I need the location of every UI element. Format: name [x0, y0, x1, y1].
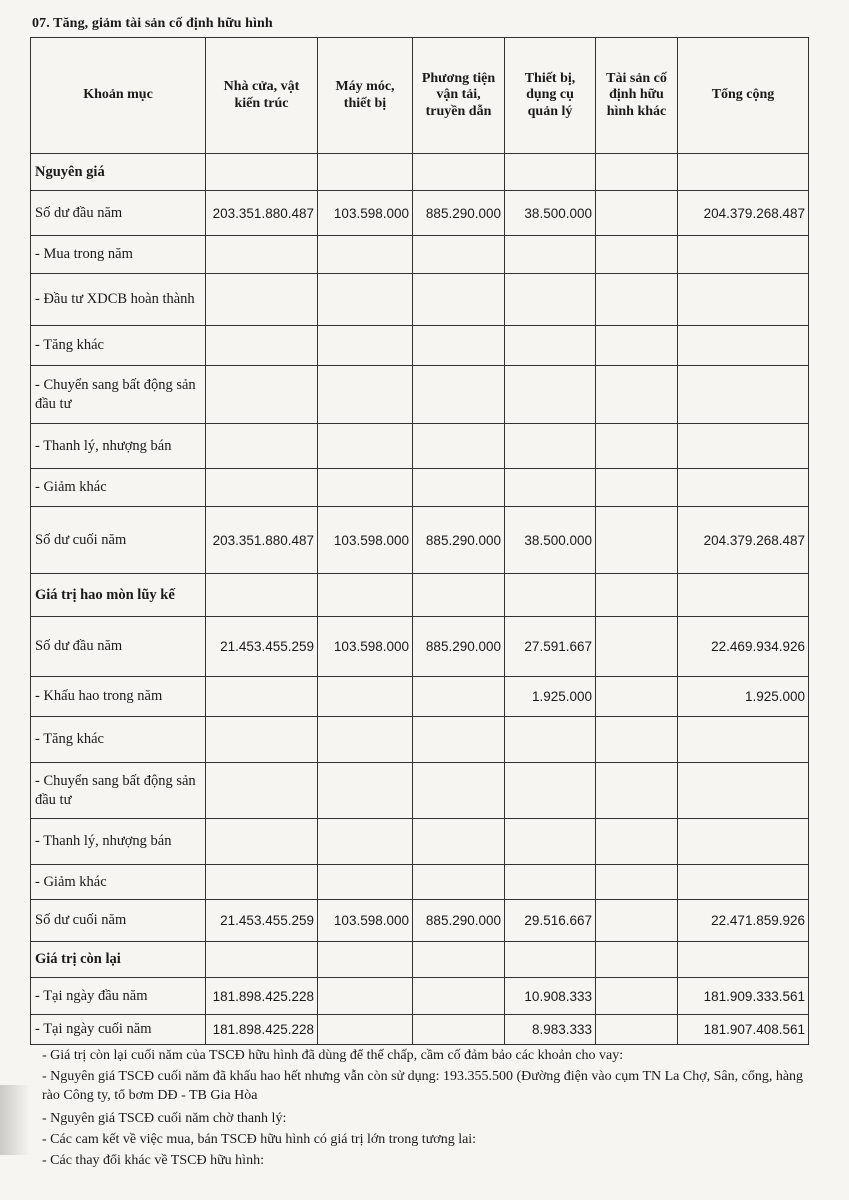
cell-machinery — [318, 424, 413, 469]
cell-other-assets — [596, 236, 678, 274]
cell-equipment — [505, 366, 596, 424]
cell-machinery — [318, 326, 413, 366]
cell-equipment — [505, 236, 596, 274]
cell-total — [678, 763, 809, 819]
table-row — [31, 865, 809, 900]
cell-total — [678, 424, 809, 469]
cell-buildings: 181.898.425.228 — [206, 1015, 318, 1045]
table-row — [31, 191, 809, 236]
cell-machinery — [318, 819, 413, 865]
cell-equipment — [505, 865, 596, 900]
cell-machinery — [318, 274, 413, 326]
row-label: - Tại ngày cuối năm — [31, 1015, 206, 1045]
notes-section — [42, 1045, 812, 1171]
table-row — [31, 763, 809, 819]
cell-equipment: 38.500.000 — [505, 191, 596, 236]
row-label: Số dư cuối năm — [31, 507, 206, 574]
cell-other-assets — [596, 865, 678, 900]
cell-vehicles — [413, 326, 505, 366]
cell-buildings: 203.351.880.487 — [206, 191, 318, 236]
cell-vehicles: 885.290.000 — [413, 900, 505, 942]
row-label: - Chuyển sang bất động sản đầu tư — [31, 366, 206, 424]
table-row — [31, 326, 809, 366]
table-row — [31, 424, 809, 469]
cell-vehicles — [413, 978, 505, 1015]
cell-equipment — [505, 274, 596, 326]
cell-other-assets — [596, 326, 678, 366]
cell-buildings — [206, 424, 318, 469]
cell-buildings — [206, 326, 318, 366]
cell-vehicles — [413, 236, 505, 274]
row-label: Giá trị còn lại — [31, 942, 206, 978]
cell-total: 181.907.408.561 — [678, 1015, 809, 1045]
table-row — [31, 677, 809, 717]
cell-machinery — [318, 677, 413, 717]
cell-equipment: 8.983.333 — [505, 1015, 596, 1045]
row-label: - Thanh lý, nhượng bán — [31, 424, 206, 469]
row-label: - Đầu tư XDCB hoàn thành — [31, 274, 206, 326]
note-fully-depreciated: - Nguyên giá TSCĐ cuối năm đã khấu hao hết nhưng vẫn còn sử dụng: 193.355.500 (Đường điện vào cụm TN La Chợ, Sân, cổng, hàng rào Công ty, tổ bơm DĐ - TB Gia Hòa — [42, 1069, 804, 1103]
cell-vehicles: 885.290.000 — [413, 507, 505, 574]
fixed-assets-table — [30, 37, 809, 1045]
row-label: - Khấu hao trong năm — [31, 677, 206, 717]
table-row — [31, 717, 809, 763]
cell-equipment: 27.591.667 — [505, 617, 596, 677]
cell-equipment: 10.908.333 — [505, 978, 596, 1015]
cell-machinery — [318, 154, 413, 191]
table-row — [31, 469, 809, 507]
cell-machinery — [318, 366, 413, 424]
cell-total: 22.471.859.926 — [678, 900, 809, 942]
cell-total — [678, 274, 809, 326]
cell-vehicles — [413, 763, 505, 819]
header-vehicles: Phương tiện vận tải, truyền dẫn — [413, 38, 505, 154]
cell-other-assets — [596, 717, 678, 763]
table-row — [31, 942, 809, 978]
cell-buildings: 21.453.455.259 — [206, 617, 318, 677]
cell-buildings — [206, 236, 318, 274]
row-label: - Giảm khác — [31, 469, 206, 507]
cell-other-assets — [596, 900, 678, 942]
cell-buildings: 21.453.455.259 — [206, 900, 318, 942]
table-row — [31, 1015, 809, 1045]
cell-other-assets — [596, 574, 678, 617]
row-label: Số dư cuối năm — [31, 900, 206, 942]
cell-vehicles — [413, 469, 505, 507]
cell-total: 22.469.934.926 — [678, 617, 809, 677]
table-row — [31, 574, 809, 617]
cell-buildings — [206, 366, 318, 424]
cell-total — [678, 366, 809, 424]
row-label: Số dư đầu năm — [31, 617, 206, 677]
cell-vehicles — [413, 574, 505, 617]
cell-machinery — [318, 942, 413, 978]
cell-machinery — [318, 1015, 413, 1045]
table-row — [31, 978, 809, 1015]
table-row — [31, 274, 809, 326]
table-row — [31, 507, 809, 574]
cell-other-assets — [596, 154, 678, 191]
header-total: Tổng cộng — [678, 38, 809, 154]
cell-machinery: 103.598.000 — [318, 191, 413, 236]
cell-total — [678, 865, 809, 900]
table-row — [31, 900, 809, 942]
header-machinery: Máy móc, thiết bị — [318, 38, 413, 154]
row-label: Giá trị hao mòn lũy kế — [31, 574, 206, 617]
cell-machinery — [318, 469, 413, 507]
cell-equipment — [505, 717, 596, 763]
cell-equipment — [505, 574, 596, 617]
cell-other-assets — [596, 424, 678, 469]
header-item: Khoản mục — [31, 38, 206, 154]
row-label: - Thanh lý, nhượng bán — [31, 819, 206, 865]
cell-equipment — [505, 424, 596, 469]
cell-equipment — [505, 154, 596, 191]
cell-buildings — [206, 865, 318, 900]
cell-total — [678, 942, 809, 978]
cell-other-assets — [596, 469, 678, 507]
scan-shadow — [0, 1085, 30, 1155]
cell-buildings: 203.351.880.487 — [206, 507, 318, 574]
cell-vehicles — [413, 424, 505, 469]
row-label: - Tăng khác — [31, 717, 206, 763]
cell-buildings: 181.898.425.228 — [206, 978, 318, 1015]
cell-vehicles — [413, 865, 505, 900]
cell-equipment — [505, 819, 596, 865]
cell-machinery: 103.598.000 — [318, 617, 413, 677]
cell-vehicles — [413, 819, 505, 865]
cell-buildings — [206, 154, 318, 191]
cell-buildings — [206, 677, 318, 717]
row-label: Nguyên giá — [31, 154, 206, 191]
cell-total: 204.379.268.487 — [678, 191, 809, 236]
cell-total — [678, 236, 809, 274]
cell-machinery: 103.598.000 — [318, 900, 413, 942]
cell-machinery — [318, 574, 413, 617]
note-commitments: - Các cam kết về việc mua, bán TSCĐ hữu hình có giá trị lớn trong tương lai: — [42, 1132, 477, 1147]
cell-total — [678, 819, 809, 865]
cell-other-assets — [596, 366, 678, 424]
row-label: - Tại ngày đầu năm — [31, 978, 206, 1015]
cell-total — [678, 326, 809, 366]
row-label: - Chuyển sang bất động sản đầu tư — [31, 763, 206, 819]
cell-total — [678, 717, 809, 763]
cell-other-assets — [596, 677, 678, 717]
note-awaiting-disposal: - Nguyên giá TSCĐ cuối năm chờ thanh lý: — [42, 1111, 287, 1126]
cell-total — [678, 469, 809, 507]
cell-equipment — [505, 469, 596, 507]
table-header-row — [31, 38, 809, 154]
cell-vehicles — [413, 717, 505, 763]
section-title: 07. Tăng, giảm tài sản cố định hữu hình — [32, 16, 273, 31]
cell-equipment — [505, 942, 596, 978]
cell-buildings — [206, 942, 318, 978]
cell-machinery — [318, 763, 413, 819]
cell-other-assets — [596, 763, 678, 819]
cell-machinery — [318, 236, 413, 274]
header-buildings: Nhà cửa, vật kiến trúc — [206, 38, 318, 154]
table-row — [31, 366, 809, 424]
cell-vehicles — [413, 677, 505, 717]
table-row — [31, 617, 809, 677]
note-other-changes: - Các thay đổi khác về TSCĐ hữu hình: — [42, 1153, 264, 1168]
cell-buildings — [206, 819, 318, 865]
cell-buildings — [206, 574, 318, 617]
table-row — [31, 236, 809, 274]
cell-buildings — [206, 763, 318, 819]
cell-other-assets — [596, 191, 678, 236]
cell-total — [678, 574, 809, 617]
cell-total: 181.909.333.561 — [678, 978, 809, 1015]
cell-equipment: 29.516.667 — [505, 900, 596, 942]
cell-vehicles: 885.290.000 — [413, 191, 505, 236]
cell-other-assets — [596, 274, 678, 326]
cell-vehicles: 885.290.000 — [413, 617, 505, 677]
cell-equipment — [505, 763, 596, 819]
table-row — [31, 819, 809, 865]
cell-total — [678, 154, 809, 191]
cell-other-assets — [596, 617, 678, 677]
row-label: - Giảm khác — [31, 865, 206, 900]
cell-buildings — [206, 717, 318, 763]
cell-vehicles — [413, 366, 505, 424]
cell-equipment — [505, 326, 596, 366]
cell-machinery — [318, 865, 413, 900]
cell-other-assets — [596, 942, 678, 978]
cell-machinery — [318, 717, 413, 763]
cell-buildings — [206, 274, 318, 326]
note-pledged-value: - Giá trị còn lại cuối năm của TSCĐ hữu hình đã dùng để thế chấp, cầm cố đảm bảo các khoản cho vay: — [42, 1048, 624, 1063]
cell-total: 204.379.268.487 — [678, 507, 809, 574]
cell-vehicles — [413, 942, 505, 978]
cell-machinery: 103.598.000 — [318, 507, 413, 574]
cell-vehicles — [413, 1015, 505, 1045]
cell-other-assets — [596, 1015, 678, 1045]
cell-other-assets — [596, 978, 678, 1015]
header-equipment: Thiết bị, dụng cụ quản lý — [505, 38, 596, 154]
cell-buildings — [206, 469, 318, 507]
cell-other-assets — [596, 507, 678, 574]
cell-other-assets — [596, 819, 678, 865]
cell-vehicles — [413, 154, 505, 191]
cell-equipment: 1.925.000 — [505, 677, 596, 717]
header-other-assets: Tài sản cố định hữu hình khác — [596, 38, 678, 154]
row-label: Số dư đầu năm — [31, 191, 206, 236]
cell-equipment: 38.500.000 — [505, 507, 596, 574]
cell-machinery — [318, 978, 413, 1015]
table-row — [31, 154, 809, 191]
cell-total: 1.925.000 — [678, 677, 809, 717]
cell-vehicles — [413, 274, 505, 326]
row-label: - Mua trong năm — [31, 236, 206, 274]
row-label: - Tăng khác — [31, 326, 206, 366]
